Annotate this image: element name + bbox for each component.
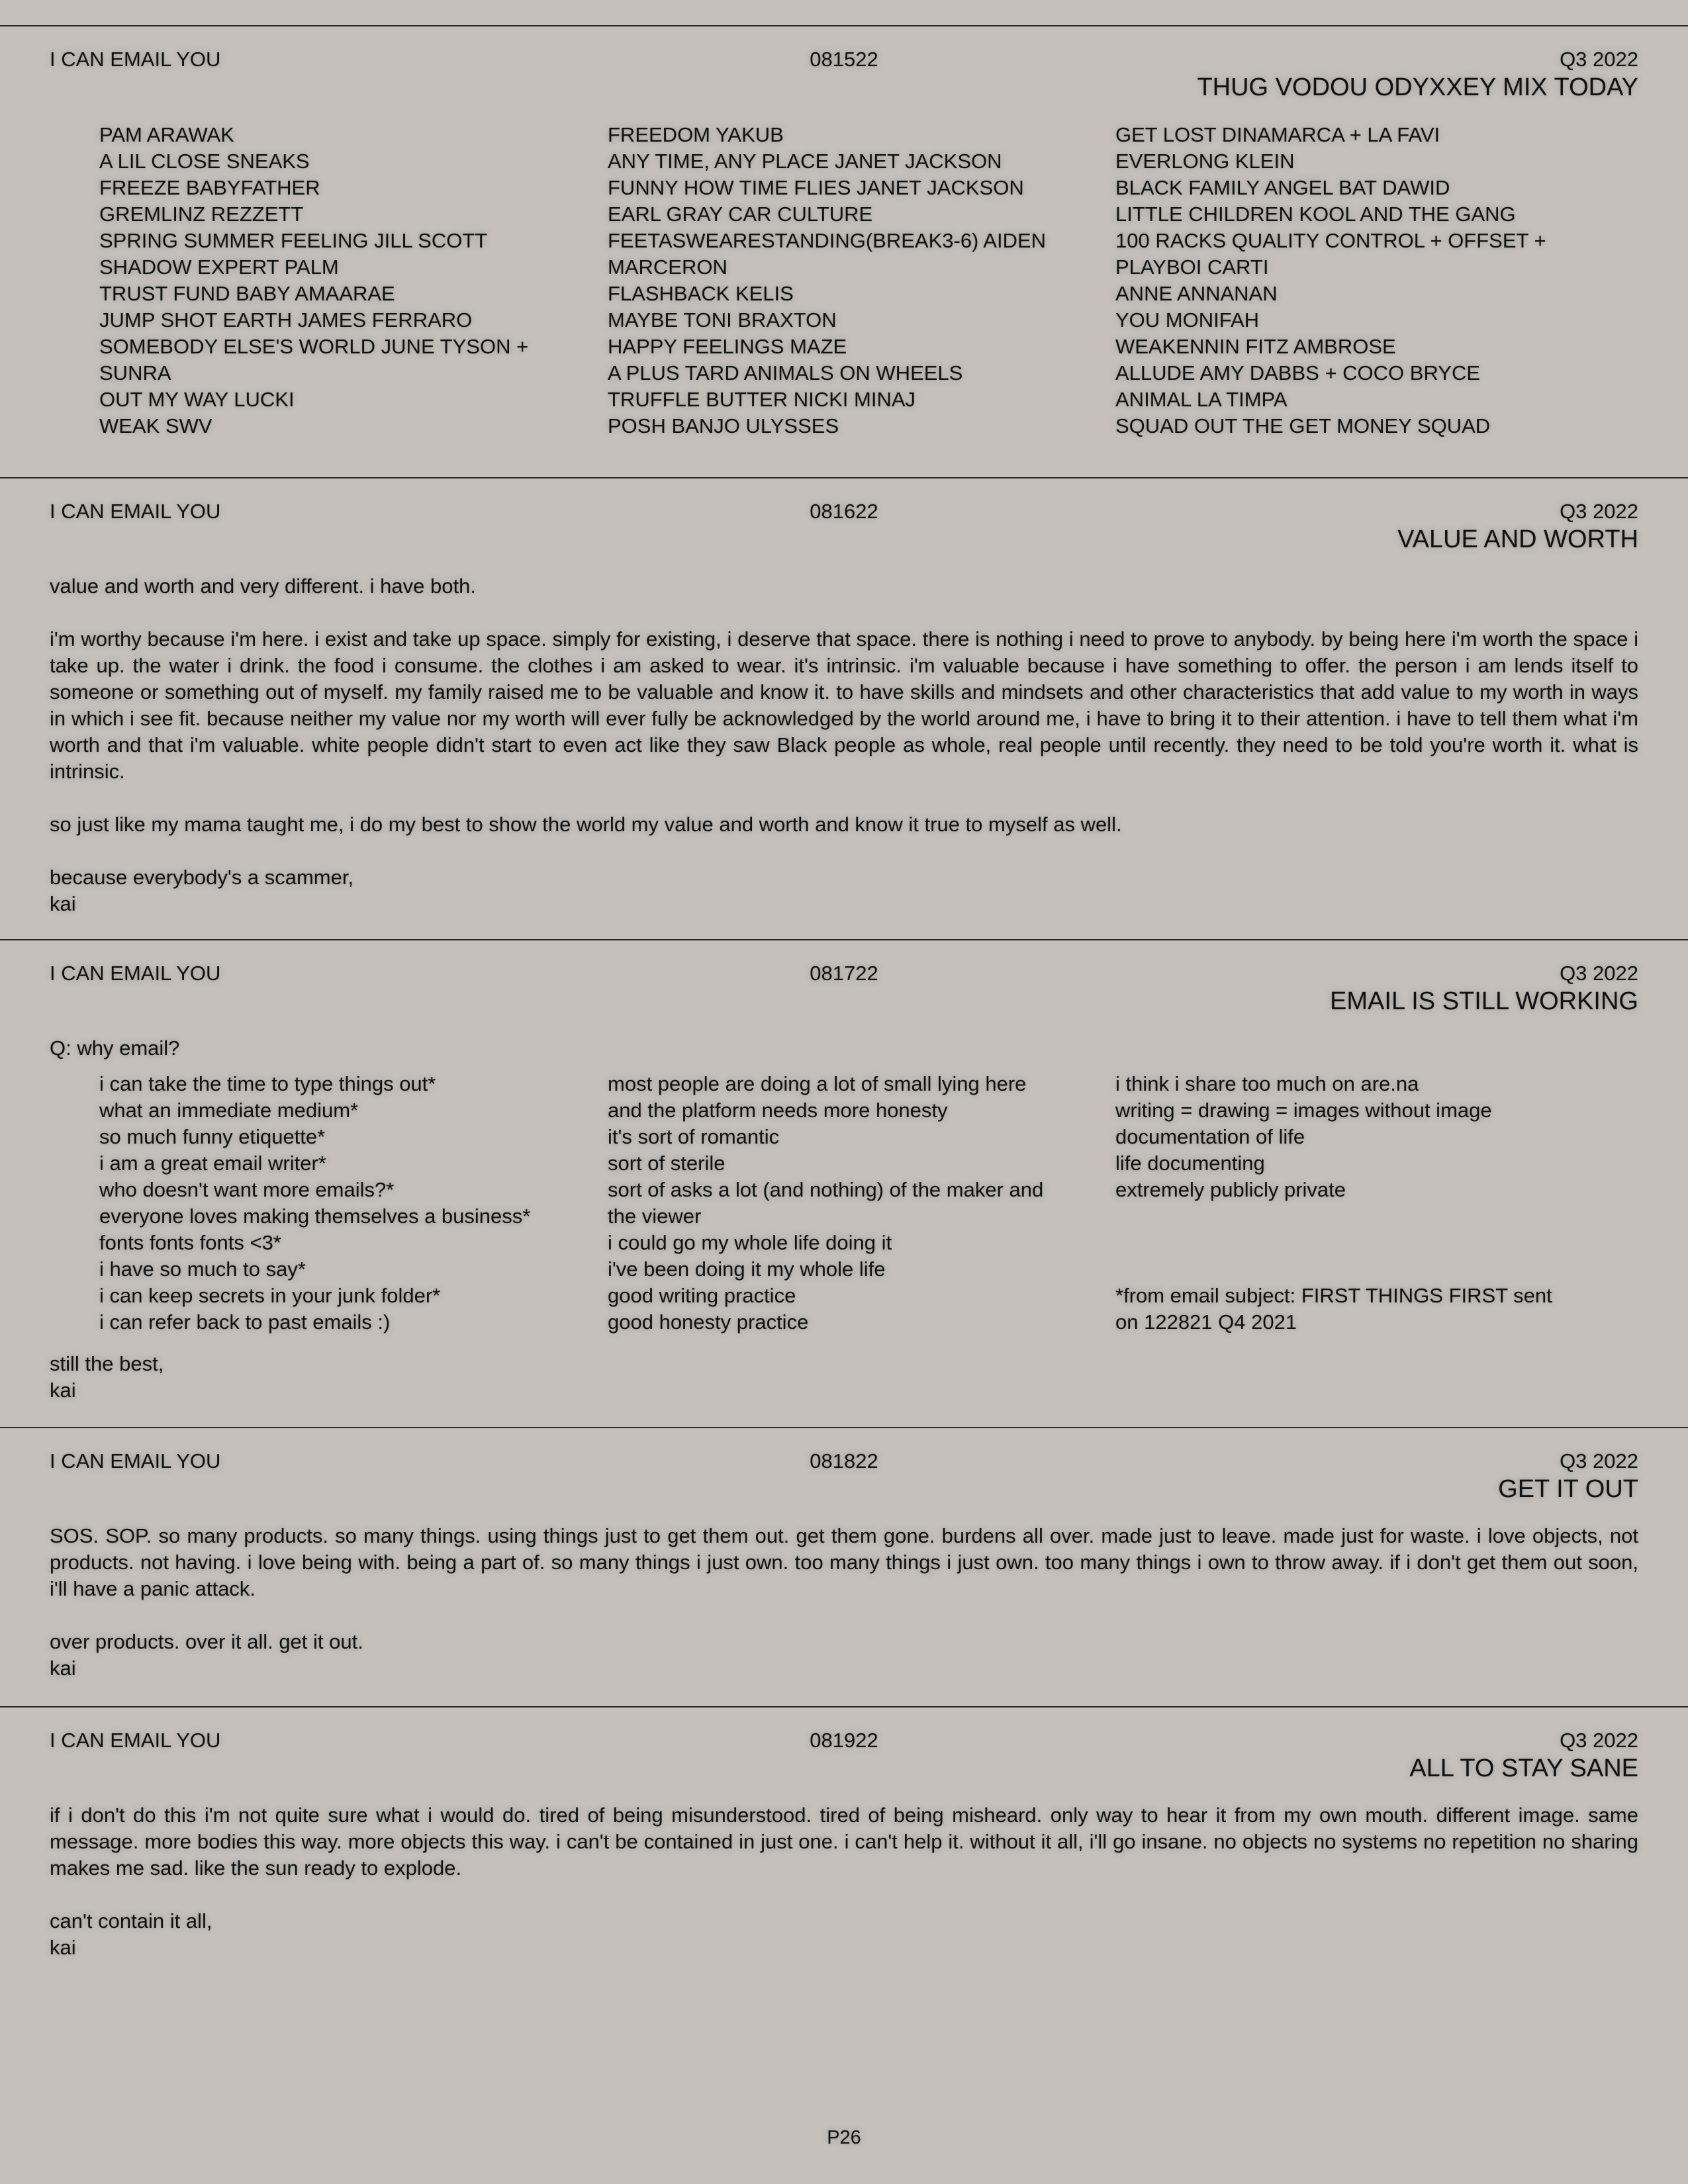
track: OUT MY WAY LUCKI bbox=[99, 388, 295, 411]
entry-label: I CAN EMAIL YOU bbox=[50, 962, 221, 985]
paragraph: i'm worthy because i'm here. i exist and take up space. simply for existing, i deserve that space. there is nothing i need to prove to anybody. by being here i'm worth the space i take up. the water i drink. the food i consume. the clothes i am asked to wear. it's intrinsic. i'm valuable because i have something to offer. the person i am lends itself to someone or something out of myself. my family raised me to be valuable and know it. to have skills and mindsets and other characteristics that add value to my worth in ways in which i see fit. because neither my value nor my worth will ever fully be acknowledged by the world around me, i have to bring it to their attention. i have to tell them what i'm worth and that i'm valuable. white people didn't start to even act like they saw Black people as whole, real people until recently. they need to be told you're worth it. what is intrinsic. bbox=[50, 627, 1638, 783]
track: MARCERON bbox=[608, 255, 727, 279]
entry-body bbox=[50, 573, 1638, 917]
entry-label: I CAN EMAIL YOU bbox=[50, 1449, 221, 1473]
track: SHADOW EXPERT PALM bbox=[99, 255, 339, 279]
entry-title: THUG VODOU ODYXXEY MIX TODAY bbox=[1197, 73, 1638, 101]
entry-title: EMAIL IS STILL WORKING bbox=[1330, 987, 1638, 1015]
signoff: can't contain it all, bbox=[50, 1909, 212, 1933]
track: LITTLE CHILDREN KOOL AND THE GANG bbox=[1115, 203, 1516, 226]
entry-title: VALUE AND WORTH bbox=[1397, 525, 1638, 553]
list-item: i have so much to say* bbox=[99, 1257, 306, 1281]
track: GREMLINZ REZZETT bbox=[99, 203, 304, 226]
signoff-block bbox=[50, 1351, 164, 1404]
entry-081622 bbox=[0, 477, 1688, 940]
entry-header bbox=[50, 960, 1638, 1026]
track: HAPPY FEELINGS MAZE bbox=[608, 335, 847, 358]
entry-date: 081522 bbox=[810, 48, 878, 71]
list-item: documentation of life bbox=[1115, 1125, 1305, 1148]
list-item: most people are doing a lot of small lying here bbox=[608, 1072, 1027, 1095]
track: SUNRA bbox=[99, 361, 171, 385]
list-item: the viewer bbox=[608, 1205, 702, 1228]
track: JUMP SHOT EARTH JAMES FERRARO bbox=[99, 308, 473, 332]
signoff: still the best, bbox=[50, 1352, 164, 1375]
list-item: i could go my whole life doing it bbox=[608, 1231, 892, 1254]
entry-081722 bbox=[0, 939, 1688, 1428]
list-item: everyone loves making themselves a business* bbox=[99, 1205, 531, 1228]
list-item: i can keep secrets in your junk folder* bbox=[99, 1284, 441, 1307]
track: A LIL CLOSE SNEAKS bbox=[99, 150, 310, 173]
entry-date: 081822 bbox=[810, 1449, 878, 1473]
entry-quarter: Q3 2022 bbox=[1560, 1729, 1638, 1752]
list-item: good writing practice bbox=[608, 1284, 796, 1307]
list-item: it's sort of romantic bbox=[608, 1125, 780, 1148]
track: WEAKENNIN FITZ AMBROSE bbox=[1115, 335, 1396, 358]
footnote: on 122821 Q4 2021 bbox=[1115, 1310, 1297, 1334]
entry-title: GET IT OUT bbox=[1498, 1475, 1638, 1503]
track: FLASHBACK KELIS bbox=[608, 282, 794, 305]
track: GET LOST DINAMARCA + LA FAVI bbox=[1115, 123, 1440, 146]
paragraph: SOS. SOP. so many products. so many things. using things just to get them out. get them gone. burdens all over. made just to leave. made just for waste. i love objects, not products. not having. i love being with. being a part of. so many things i just own. too many things i just own. too many things i own to throw away. if i don't get them out soon, i'll have a panic attack. bbox=[50, 1524, 1638, 1600]
track: FUNNY HOW TIME FLIES JANET JACKSON bbox=[608, 176, 1024, 199]
entry-header bbox=[50, 46, 1638, 113]
entry-label: I CAN EMAIL YOU bbox=[50, 48, 221, 71]
track: TRUFFLE BUTTER NICKI MINAJ bbox=[608, 388, 916, 411]
paragraph: if i don't do this i'm not quite sure what i would do. tired of being misunderstood. tired of being misheard. only way to hear it from my own mouth. different image. same message. more bodies this way. more objects this way. i can't be contained in just one. i can't help it. without it all, i'll go insane. no objects no systems no repetition no sharing makes me sad. like the sun ready to explode. bbox=[50, 1803, 1638, 1880]
entry-date: 081722 bbox=[810, 962, 878, 985]
track: SPRING SUMMER FEELING JILL SCOTT bbox=[99, 229, 488, 252]
list-item: and the platform needs more honesty bbox=[608, 1099, 948, 1122]
track: ANNE ANNANAN bbox=[1115, 282, 1278, 305]
reasons-column-1 bbox=[99, 1071, 530, 1336]
entry-header bbox=[50, 1727, 1638, 1794]
track: FREEZE BABYFATHER bbox=[99, 176, 320, 199]
track: 100 RACKS QUALITY CONTROL + OFFSET + bbox=[1115, 229, 1546, 252]
track: SQUAD OUT THE GET MONEY SQUAD bbox=[1115, 414, 1491, 437]
track: ANY TIME, ANY PLACE JANET JACKSON bbox=[608, 150, 1002, 173]
entry-body bbox=[50, 1802, 1638, 1961]
signature: kai bbox=[50, 892, 76, 915]
list-item: good honesty practice bbox=[608, 1310, 809, 1334]
paragraph: value and worth and very different. i have both. bbox=[50, 574, 476, 598]
reasons-column-2 bbox=[608, 1071, 1043, 1336]
list-item: what an immediate medium* bbox=[99, 1099, 359, 1122]
entry-date: 081622 bbox=[810, 500, 878, 523]
list-item: sort of sterile bbox=[608, 1152, 726, 1175]
list-item: life documenting bbox=[1115, 1152, 1265, 1175]
entry-quarter: Q3 2022 bbox=[1560, 962, 1638, 985]
entry-label: I CAN EMAIL YOU bbox=[50, 500, 221, 523]
track: MAYBE TONI BRAXTON bbox=[608, 308, 837, 332]
track: POSH BANJO ULYSSES bbox=[608, 414, 839, 437]
entry-quarter: Q3 2022 bbox=[1560, 500, 1638, 523]
entry-081922 bbox=[0, 1706, 1688, 1985]
signoff: because everybody's a scammer, bbox=[50, 866, 354, 889]
track: WEAK SWV bbox=[99, 414, 212, 437]
signature: kai bbox=[50, 1379, 76, 1402]
entry-header bbox=[50, 498, 1638, 565]
signature: kai bbox=[50, 1657, 76, 1680]
list-item: sort of asks a lot (and nothing) of the maker and bbox=[608, 1178, 1044, 1201]
track: TRUST FUND BABY AMAARAE bbox=[99, 282, 395, 305]
entry-body bbox=[50, 1523, 1638, 1682]
tracklist-column-3 bbox=[1115, 122, 1546, 439]
entry-quarter: Q3 2022 bbox=[1560, 48, 1638, 71]
entry-081822 bbox=[0, 1427, 1688, 1707]
list-item: i can take the time to type things out* bbox=[99, 1072, 436, 1095]
list-item: writing = drawing = images without image bbox=[1115, 1099, 1492, 1122]
footnote: *from email subject: FIRST THINGS FIRST sent bbox=[1115, 1284, 1552, 1307]
track: FEETASWEARESTANDING(BREAK3-6) AIDEN bbox=[608, 229, 1047, 252]
reasons-column-3 bbox=[1115, 1071, 1552, 1336]
question: Q: why email? bbox=[50, 1036, 180, 1060]
list-item: extremely publicly private bbox=[1115, 1178, 1346, 1201]
tracklist-column-1 bbox=[99, 122, 528, 439]
track: ANIMAL LA TIMPA bbox=[1115, 388, 1288, 411]
entry-date: 081922 bbox=[810, 1729, 878, 1752]
signoff: over products. over it all. get it out. bbox=[50, 1630, 363, 1653]
track: PLAYBOI CARTI bbox=[1115, 255, 1269, 279]
track: ALLUDE AMY DABBS + COCO BRYCE bbox=[1115, 361, 1481, 385]
entry-header bbox=[50, 1448, 1638, 1514]
track: FREEDOM YAKUB bbox=[608, 123, 784, 146]
track: PAM ARAWAK bbox=[99, 123, 234, 146]
page-number: P26 bbox=[827, 2127, 861, 2148]
track: EARL GRAY CAR CULTURE bbox=[608, 203, 873, 226]
entry-label: I CAN EMAIL YOU bbox=[50, 1729, 221, 1752]
track: YOU MONIFAH bbox=[1115, 308, 1260, 332]
entry-quarter: Q3 2022 bbox=[1560, 1449, 1638, 1473]
list-item: fonts fonts fonts <3* bbox=[99, 1231, 281, 1254]
list-item: so much funny etiquette* bbox=[99, 1125, 326, 1148]
list-item: i can refer back to past emails :) bbox=[99, 1310, 391, 1334]
entry-081522 bbox=[0, 25, 1688, 478]
track: SOMEBODY ELSE'S WORLD JUNE TYSON + bbox=[99, 335, 529, 358]
list-item: i've been doing it my whole life bbox=[608, 1257, 886, 1281]
list-item: who doesn't want more emails?* bbox=[99, 1178, 395, 1201]
list-item: i think i share too much on are.na bbox=[1115, 1072, 1419, 1095]
track: EVERLONG KLEIN bbox=[1115, 150, 1295, 173]
track: BLACK FAMILY ANGEL BAT DAWID bbox=[1115, 176, 1450, 199]
signature: kai bbox=[50, 1936, 76, 1959]
track: A PLUS TARD ANIMALS ON WHEELS bbox=[608, 361, 963, 385]
list-item: i am a great email writer* bbox=[99, 1152, 326, 1175]
paragraph: so just like my mama taught me, i do my best to show the world my value and worth and know it true to myself as well. bbox=[50, 813, 1122, 836]
entry-title: ALL TO STAY SANE bbox=[1409, 1754, 1638, 1782]
tracklist-column-2 bbox=[608, 122, 1046, 439]
